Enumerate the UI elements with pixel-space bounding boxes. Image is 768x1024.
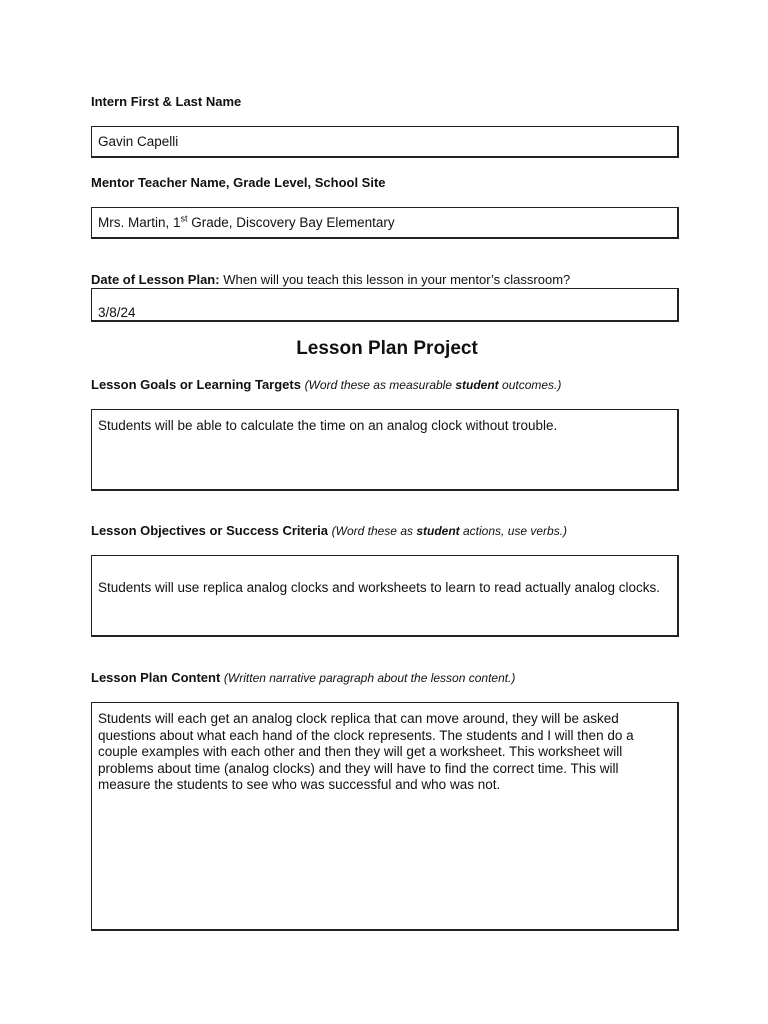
objectives-field[interactable]: Students will use replica analog clocks and worksheets to learn to read actually analog clocks.: [91, 555, 679, 637]
content-line: Students will each get an analog clock replica that can move around, they will be asked: [98, 711, 619, 726]
mentor-info-field[interactable]: Mrs. Martin, 1st Grade, Discovery Bay Elementary: [91, 207, 679, 239]
intern-name-field[interactable]: Gavin Capelli: [91, 126, 679, 158]
date-label: Date of Lesson Plan: When will you teach this lesson in your mentor’s classroom?: [91, 272, 571, 287]
intern-name-label: Intern First & Last Name: [91, 94, 242, 109]
content-line: measure the students to see who was successful and who was not.: [98, 777, 501, 792]
date-field[interactable]: 3/8/24: [91, 288, 679, 322]
page-title: Lesson Plan Project: [296, 338, 478, 359]
mentor-info-label: Mentor Teacher Name, Grade Level, School Site: [91, 175, 386, 190]
content-line: problems about time (analog clocks) and they will have to find the correct time. This will: [98, 760, 619, 776]
content-label: Lesson Plan Content (Written narrative paragraph about the lesson content.): [91, 670, 516, 685]
goals-label: Lesson Goals or Learning Targets (Word these as measurable student outcomes.): [91, 377, 562, 392]
content-line: couple examples with each other and then they will get a worksheet. This worksheet will: [98, 744, 623, 759]
goals-field[interactable]: Students will be able to calculate the time on an analog clock without trouble.: [91, 409, 679, 491]
objectives-label: Lesson Objectives or Success Criteria (Word these as student actions, use verbs.): [91, 523, 568, 538]
content-line: questions about what each hand of the clock represents. The students and I will then do a: [98, 727, 634, 743]
content-field[interactable]: [91, 702, 679, 931]
